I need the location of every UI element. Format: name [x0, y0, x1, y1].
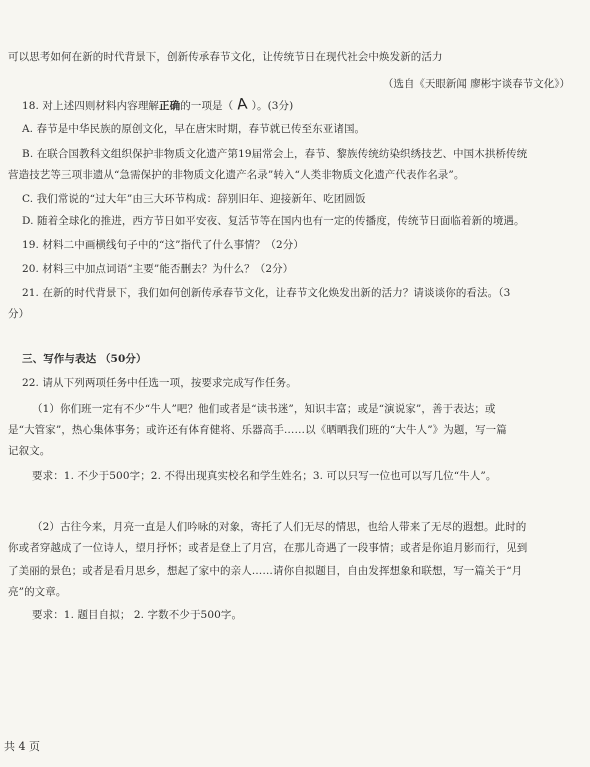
task2-line3: 了美丽的景色；或者是看月思乡，想起了家中的亲人……请你自拟题目，自由发挥想象和联想，写一篇关于“月: [8, 565, 523, 577]
task1-line1: （1）你们班一定有不少“牛人”吧？他们或者是“读书迷”，知识丰富；或是“演说家”，善于表达；或: [32, 403, 496, 415]
question-22: 22. 请从下列两项任务中任选一项，按要求完成写作任务。: [22, 377, 297, 389]
option-c: C. 我们常说的“过大年”由三大环节构成：辞别旧年、迎接新年、吃团圆饭: [22, 193, 366, 205]
task2-line2: 你或者穿越成了一位诗人，望月抒怀；或者是登上了月宫，在那儿奇遇了一段事情；或者是你追月影而行，见到: [8, 542, 528, 554]
handwritten-answer: A: [236, 94, 249, 114]
q18-prefix: 18. 对上述四则材料内容理解: [22, 100, 160, 112]
task1-line3: 记叙文。: [8, 445, 51, 457]
q18-bold-word: 正确: [159, 100, 181, 112]
question-20: 20. 材料三中加点词语“主要”能否删去？为什么？（2分）: [22, 263, 294, 275]
question-21-line2: 分）: [8, 308, 30, 320]
task2-requirements: 要求：1. 题目自拟； 2. 字数不少于500字。: [32, 609, 243, 621]
q18-suffix: ）。(3分): [251, 100, 294, 112]
option-b-line1: B. 在联合国教科文组织保护非物质文化遗产第19届常会上，春节、黎族传统纺染织绣技艺、中国木拱桥传统: [22, 148, 528, 160]
source-citation: （选自《天眼新闻 廖彬宇谈春节文化》）: [382, 78, 570, 90]
q18-mid: 的一项是（: [180, 100, 234, 112]
section-3-heading: 三、写作与表达 （50分）: [22, 353, 147, 365]
question-21-line1: 21. 在新的时代背景下，我们如何创新传承春节文化，让春节文化焕发出新的活力？请谈谈你的看法。（3: [22, 287, 511, 299]
option-d: D. 随着全球化的推进，西方节日如平安夜、复活节等在国内也有一定的传播度，传统节日面临着新的境遇。: [22, 215, 525, 227]
task2-line1: （2）古往今来，月亮一直是人们吟咏的对象，寄托了人们无尽的情思，也给人带来了无尽的遐想。此时的: [32, 521, 527, 533]
task1-requirements: 要求：1. 不少于500字；2. 不得出现真实校名和学生姓名；3. 可以只写一位也可以写几位“牛人”。: [32, 470, 497, 482]
task1-line2: 是“大管家”，热心集体事务；或许还有体育健将、乐器高手……以《晒晒我们班的“大牛人”》为题，写一篇: [8, 424, 507, 436]
question-18: [22, 94, 578, 114]
option-a: A. 春节是中华民族的原创文化，早在唐宋时期，春节就已传至东亚诸国。: [22, 123, 366, 135]
task2-line4: 亮”的文章。: [8, 586, 67, 598]
intro-line: 可以思考如何在新的时代背景下，创新传承春节文化，让传统节日在现代社会中焕发新的活力: [8, 51, 443, 63]
option-b-line2: 营造技艺等三项非遗从“急需保护的非物质文化遗产名录”转入“人类非物质文化遗产代表作名录”。: [8, 169, 465, 181]
page-footer: 共 4 页: [4, 740, 40, 753]
question-19: 19. 材料二中画横线句子中的“这”指代了什么事情？（2分）: [22, 239, 304, 251]
